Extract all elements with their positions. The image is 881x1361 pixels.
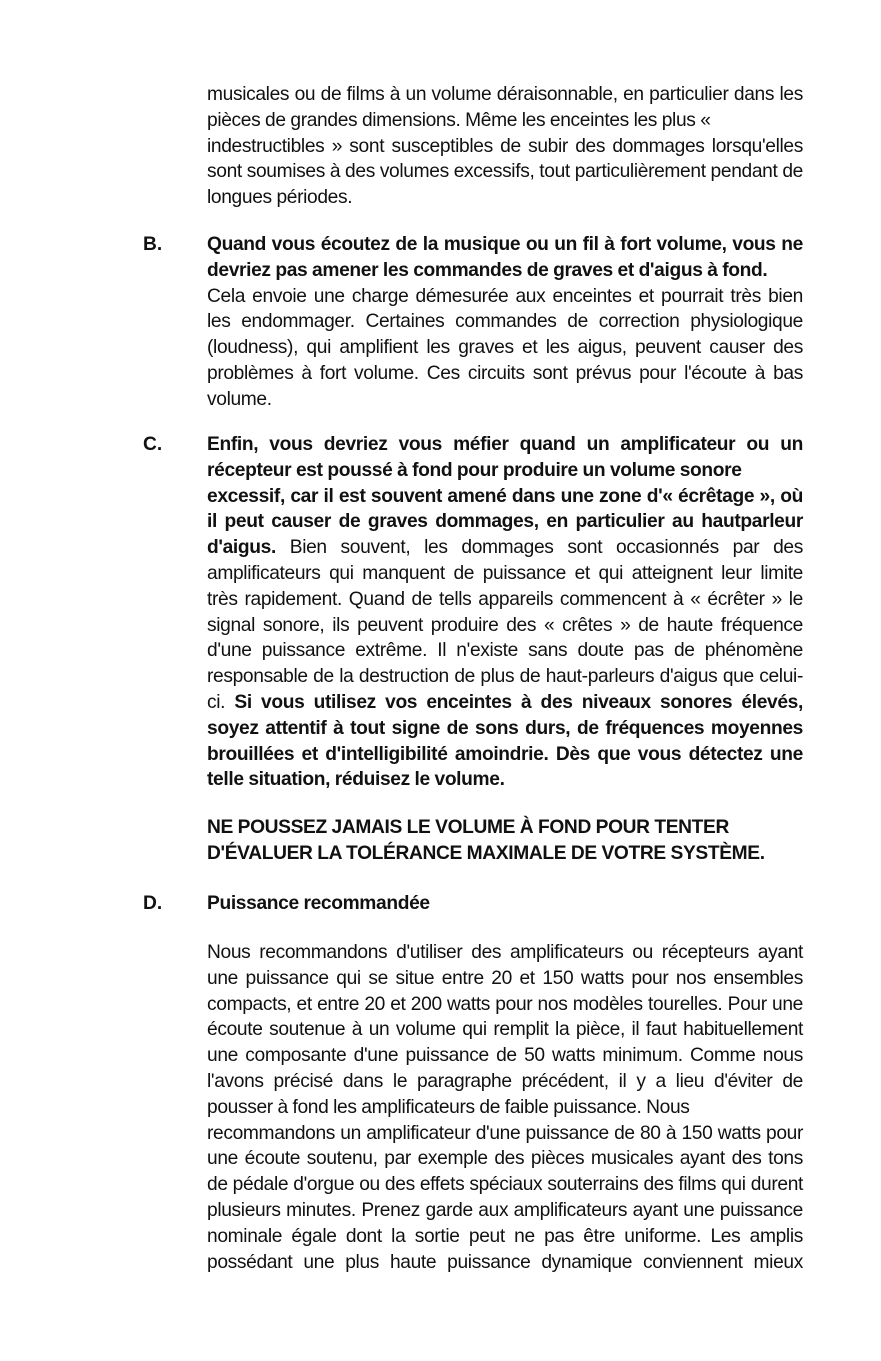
section-b-paragraph [207,232,803,413]
text-line: volume. [207,388,272,410]
bold-text-line: brouillées et d'intelligibilité amoindrie. Dès que vous détectez une [207,743,803,765]
text-line: indestructibles » sont susceptibles de subir des dommages lorsqu'elles [207,135,803,157]
text-line: longues périodes. [207,187,353,209]
section-b-marker: B. [143,234,163,255]
warning-notice [207,815,803,867]
bold-text-line: soyez attentif à tout signe de sons durs, de fréquences moyennes [207,717,803,739]
warning-line: D'ÉVALUER LA TOLÉRANCE MAXIMALE DE VOTRE SYSTÈME. [207,842,765,864]
text-line: d'une puissance extrême. Il n'existe sans doute pas de phénomène [207,640,803,662]
text-line: Nous recommandons d'utiliser des amplificateurs ou récepteurs ayant [207,942,803,963]
text-line: musicales ou de films à un volume déraisonnable, en particulier dans les [207,84,803,105]
text-line: recommandons un amplificateur d'une puissance de 80 à 150 watts pour [207,1122,803,1144]
paragraph-a-continuation [207,82,803,211]
text-line: compacts, et entre 20 et 200 watts pour nos modèles tourelles. Pour une [207,993,803,1015]
text-line: amplificateurs qui manquent de puissance et qui atteignent leur limite [207,562,803,584]
text-fragment: ci. [207,691,235,713]
text-line: Cela envoie une charge démesurée aux enceintes et pourrait très bien [207,285,803,307]
section-d-heading [207,891,803,917]
section-c-paragraph [207,432,803,793]
text-line: une composante d'une puissance de 50 watts minimum. Comme nous [207,1045,803,1067]
text-line: pièces de grandes dimensions. Même les enceintes les plus « [207,109,711,131]
text-line: une écoute soutenu, par exemple des pièces musicales ayant des tons [207,1148,803,1170]
text-line: possédant une plus haute puissance dynamique conviennent mieux [207,1251,803,1273]
mixed-text-line [207,535,803,561]
text-line: écoute soutenue à un volume qui remplit la pièce, il faut habituellement [207,1019,803,1041]
text-line: signal sonore, ils peuvent produire des « crêtes » de haute fréquence [207,614,803,636]
bold-text-line: récepteur est poussé à fond pour produire un volume sonore [207,459,742,481]
text-line: de pédale d'orgue ou des effets spéciaux souterrains des films qui durent [207,1174,803,1196]
section-heading: Puissance recommandée [207,893,430,914]
text-line: une puissance qui se situe entre 20 et 150 watts pour nos ensembles [207,967,803,989]
text-line: l'avons précisé dans le paragraphe précédent, il y a lieu d'éviter de [207,1070,803,1092]
bold-text-line: Quand vous écoutez de la musique ou un fil à fort volume, vous ne [207,234,803,255]
section-c-marker: C. [143,434,163,455]
section-d-paragraph [207,940,803,1275]
bold-text-line: telle situation, réduisez le volume. [207,769,505,791]
text-line: nominale égale dont la sortie peut ne pas être uniforme. Les amplis [207,1225,803,1247]
text-line: responsable de la destruction de plus de haut-parleurs d'aigus que celui- [207,666,803,688]
bold-text-line: excessif, car il est souvent amené dans une zone d'« écrêtage », où [207,485,803,507]
warning-line: NE POUSSEZ JAMAIS LE VOLUME À FOND POUR TENTER [207,817,729,838]
bold-text-line: devriez pas amener les commandes de graves et d'aigus à fond. [207,259,768,281]
bold-fragment: Si vous utilisez vos enceintes à des niveaux sonores élevés, [234,691,803,713]
bold-fragment: d'aigus. [207,537,276,559]
mixed-text-line [207,690,803,716]
text-line: (loudness), qui amplifient les graves et les aigus, peuvent causer des [207,337,803,359]
text-line: les endommager. Certaines commandes de correction physiologique [207,311,803,333]
text-line: plusieurs minutes. Prenez garde aux amplificateurs ayant une puissance [207,1199,803,1221]
text-line: pousser à fond les amplificateurs de faible puissance. Nous [207,1096,690,1118]
text-line: très rapidement. Quand de tells appareils commencent à « écrêter » le [207,588,803,610]
bold-text-line: il peut causer de graves dommages, en particulier au hautparleur [207,511,803,533]
bold-text-line: Enfin, vous devriez vous méfier quand un amplificateur ou un [207,434,803,455]
text-fragment: Bien souvent, les dommages sont occasionnés par des [275,537,803,559]
text-line: problèmes à fort volume. Ces circuits sont prévus pour l'écoute à bas [207,362,803,384]
section-d-marker: D. [143,893,163,914]
text-line: sont soumises à des volumes excessifs, tout particulièrement pendant de [207,161,803,183]
